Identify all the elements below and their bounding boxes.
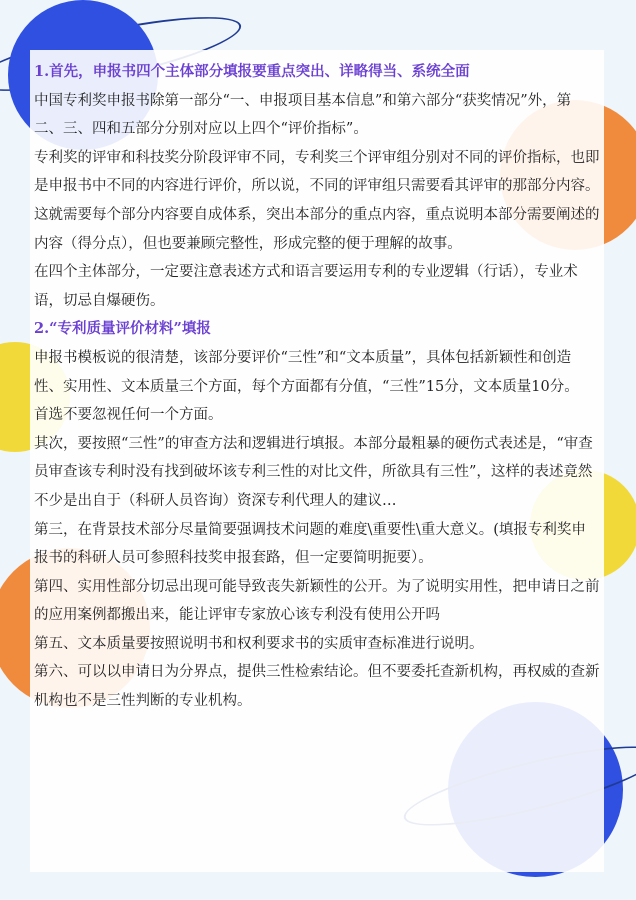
paragraph: 中国专利奖申报书除第一部分“一、申报项目基本信息”和第六部分“获奖情况”外，第二、三、四和五部分分别对应以上四个“评价指标”。 [34, 92, 572, 138]
section-heading-2: 2.“专利质量评价材料”填报 [34, 320, 211, 338]
paragraph: 申报书模板说的很清楚，该部分要评价“三性”和“文本质量”，具体包括新颖性和创造性、实用性、文本质量三个方面，每个方面都有分值，“三性”15分，文本质量10分。 [34, 349, 579, 395]
paragraph: 其次，要按照“三性”的审查方法和逻辑进行填报。本部分最粗暴的硬伤式表述是，“审查员审查该专利时没有找到破坏该专利三性的对比文件，所欲具有三性”，这样的表述竟然不少是出自于（科研人员咨询）资深专利代理人的建议… [34, 435, 593, 509]
document-body [34, 58, 600, 716]
paragraph: 首选不要忽视任何一个方面。 [34, 407, 223, 424]
paragraph: 第四、实用性部分切忌出现可能导致丧失新颖性的公开。为了说明实用性，把申请日之前的应用案例都搬出来，能让评审专家放心该专利没有使用公开吗 [34, 578, 600, 624]
section-heading-1: 1.首先，申报书四个主体部分填报要重点突出、详略得当、系统全面 [34, 63, 470, 80]
paragraph: 第六、可以以申请日为分界点，提供三性检索结论。但不要委托查新机构，再权威的查新机构也不是三性判断的专业机构。 [34, 664, 600, 710]
paragraph: 第三，在背景技术部分尽量简要强调技术问题的难度\重要性\重大意义。(填报专利奖申报书的科研人员可参照科技奖申报套路，但一定要简明扼要）。 [34, 521, 586, 567]
paragraph: 专利奖的评审和科技奖分阶段评审不同，专利奖三个评审组分别对不同的评价指标，也即是申报书中不同的内容进行评价，所以说，不同的评审组只需要看其评审的那部分内容。这就需要每个部分内容要自成体系，突出本部分的重点内容，重点说明本部分需要阐述的内容（得分点），但也要兼顾完整性，形成完整的便于理解的故事。 [34, 149, 600, 252]
paragraph: 在四个主体部分，一定要注意表述方式和语言要运用专利的专业逻辑（行话），专业术语，切忌自爆硬伤。 [34, 264, 578, 309]
paragraph: 第五、文本质量要按照说明书和权利要求书的实质审查标准进行说明。 [34, 635, 484, 652]
